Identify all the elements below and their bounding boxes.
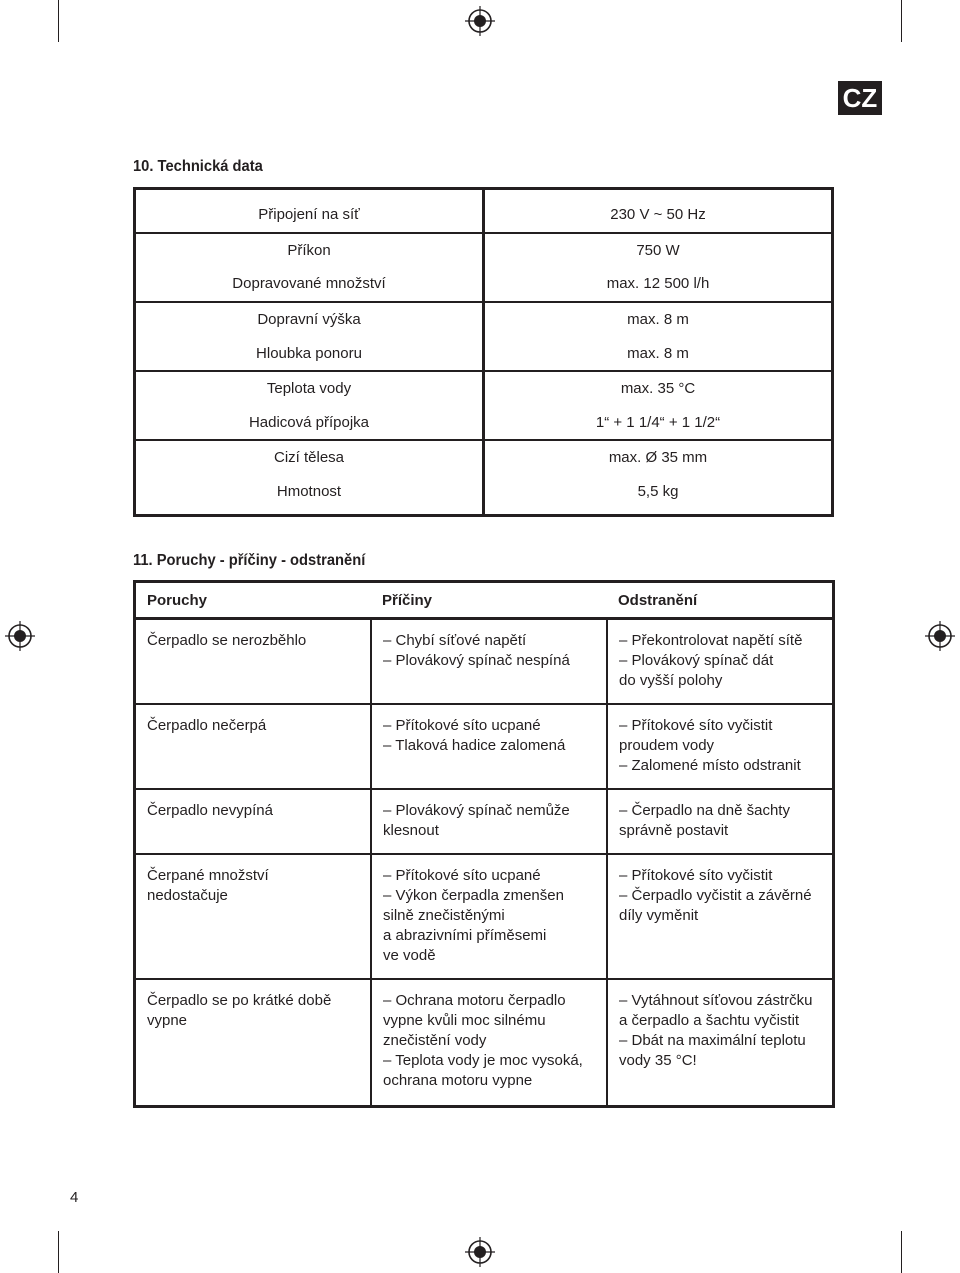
table-row [135, 189, 833, 233]
spec-value: 1“ + 1 1/4“ + 1 1/2“ [484, 406, 833, 441]
table-row [135, 371, 833, 406]
table-row [135, 267, 833, 302]
table-row [135, 440, 833, 475]
fault-cell: Čerpadlo nevypíná [135, 789, 372, 854]
registration-mark-bottom-icon [465, 1237, 495, 1267]
column-header-causes: Příčiny [371, 582, 607, 619]
table-row [135, 336, 833, 371]
table-row [135, 406, 833, 441]
registration-mark-left-icon [5, 621, 35, 651]
spec-label: Dopravované množství [135, 267, 484, 302]
spec-value: max. 35 °C [620, 380, 696, 398]
spec-value: 230 V ~ 50 Hz [484, 189, 833, 233]
cause-cell: – Ochrana motoru čerpadlo vypne kvůli moc silnému znečistění vody – Teplota vody je moc vysoká, ochrana motoru vypne [371, 979, 607, 1107]
fault-cell: Čerpadlo se po krátké době vypne [135, 979, 372, 1107]
trim-mark-top-left [58, 0, 59, 42]
technical-data-table [133, 187, 834, 517]
cause-cell: – Přítokové síto ucpané – Tlaková hadice zalomená [371, 704, 607, 789]
table-row [135, 704, 834, 789]
spec-label: Připojení na síť [135, 189, 484, 233]
cause-cell: – Chybí síťové napětí – Plovákový spínač nespíná [371, 619, 607, 705]
section-11-title: 11. Poruchy - příčiny - odstranění [133, 552, 366, 569]
table-row [135, 789, 834, 854]
trim-mark-bottom-right [901, 1231, 902, 1273]
spec-label: Hloubka ponoru [135, 336, 484, 371]
troubleshooting-table [133, 580, 835, 1108]
section-10-title: 10. Technická data [133, 158, 263, 175]
remedy-cell: – Přítokové síto vyčistit – Čerpadlo vyčistit a závěrné díly vyměnit [607, 854, 834, 979]
remedy-cell: – Vytáhnout síťovou zástrčku a čerpadlo a šachtu vyčistit – Dbát na maximální teplotu vody 35 °C! [619, 992, 813, 1069]
spec-label: Hmotnost [135, 475, 484, 516]
language-badge: CZ [838, 81, 882, 115]
spec-value: 750 W [636, 241, 680, 259]
table-row [135, 854, 834, 979]
page-number: 4 [70, 1189, 79, 1206]
spec-value: max. Ø 35 mm [608, 449, 708, 467]
table-row [135, 475, 833, 516]
remedy-cell: – Přítokové síto vyčistit proudem vody – Zalomené místo odstranit [607, 704, 834, 789]
table-row [135, 302, 833, 337]
spec-label: Příkon [135, 233, 484, 268]
spec-value: max. 8 m [627, 311, 689, 329]
table-row [135, 233, 833, 268]
spec-label: Dopravní výška [135, 302, 484, 337]
table-row [135, 619, 834, 705]
cause-cell: – Plovákový spínač nemůže klesnout [371, 789, 607, 854]
table-row [135, 979, 834, 1107]
spec-label: Hadicová přípojka [135, 406, 484, 441]
trim-mark-top-right [901, 0, 902, 42]
table-header-row [135, 582, 834, 619]
column-header-remedies: Odstranění [607, 582, 834, 619]
trim-mark-bottom-left [58, 1231, 59, 1273]
remedy-cell: – Překontrolovat napětí sítě – Plovákový spínač dát do vyšší polohy [607, 619, 834, 705]
spec-label: Cizí tělesa [135, 440, 484, 475]
fault-cell: Čerpané množství nedostačuje [135, 854, 372, 979]
spec-value: 5,5 kg [637, 483, 679, 501]
spec-value: max. 12 500 l/h [484, 267, 833, 302]
cause-cell: – Přítokové síto ucpané – Výkon čerpadla zmenšen silně znečistěnými a abrazivními příměsemi ve vodě [371, 854, 607, 979]
remedy-cell: – Čerpadlo na dně šachty správně postavit [607, 789, 834, 854]
spec-label: Teplota vody [135, 371, 484, 406]
fault-cell: Čerpadlo nečerpá [135, 704, 372, 789]
fault-cell: Čerpadlo se nerozběhlo [135, 619, 372, 705]
registration-mark-top-icon [465, 6, 495, 36]
spec-value: max. 8 m [484, 336, 833, 371]
column-header-faults: Poruchy [135, 582, 372, 619]
registration-mark-right-icon [925, 621, 955, 651]
